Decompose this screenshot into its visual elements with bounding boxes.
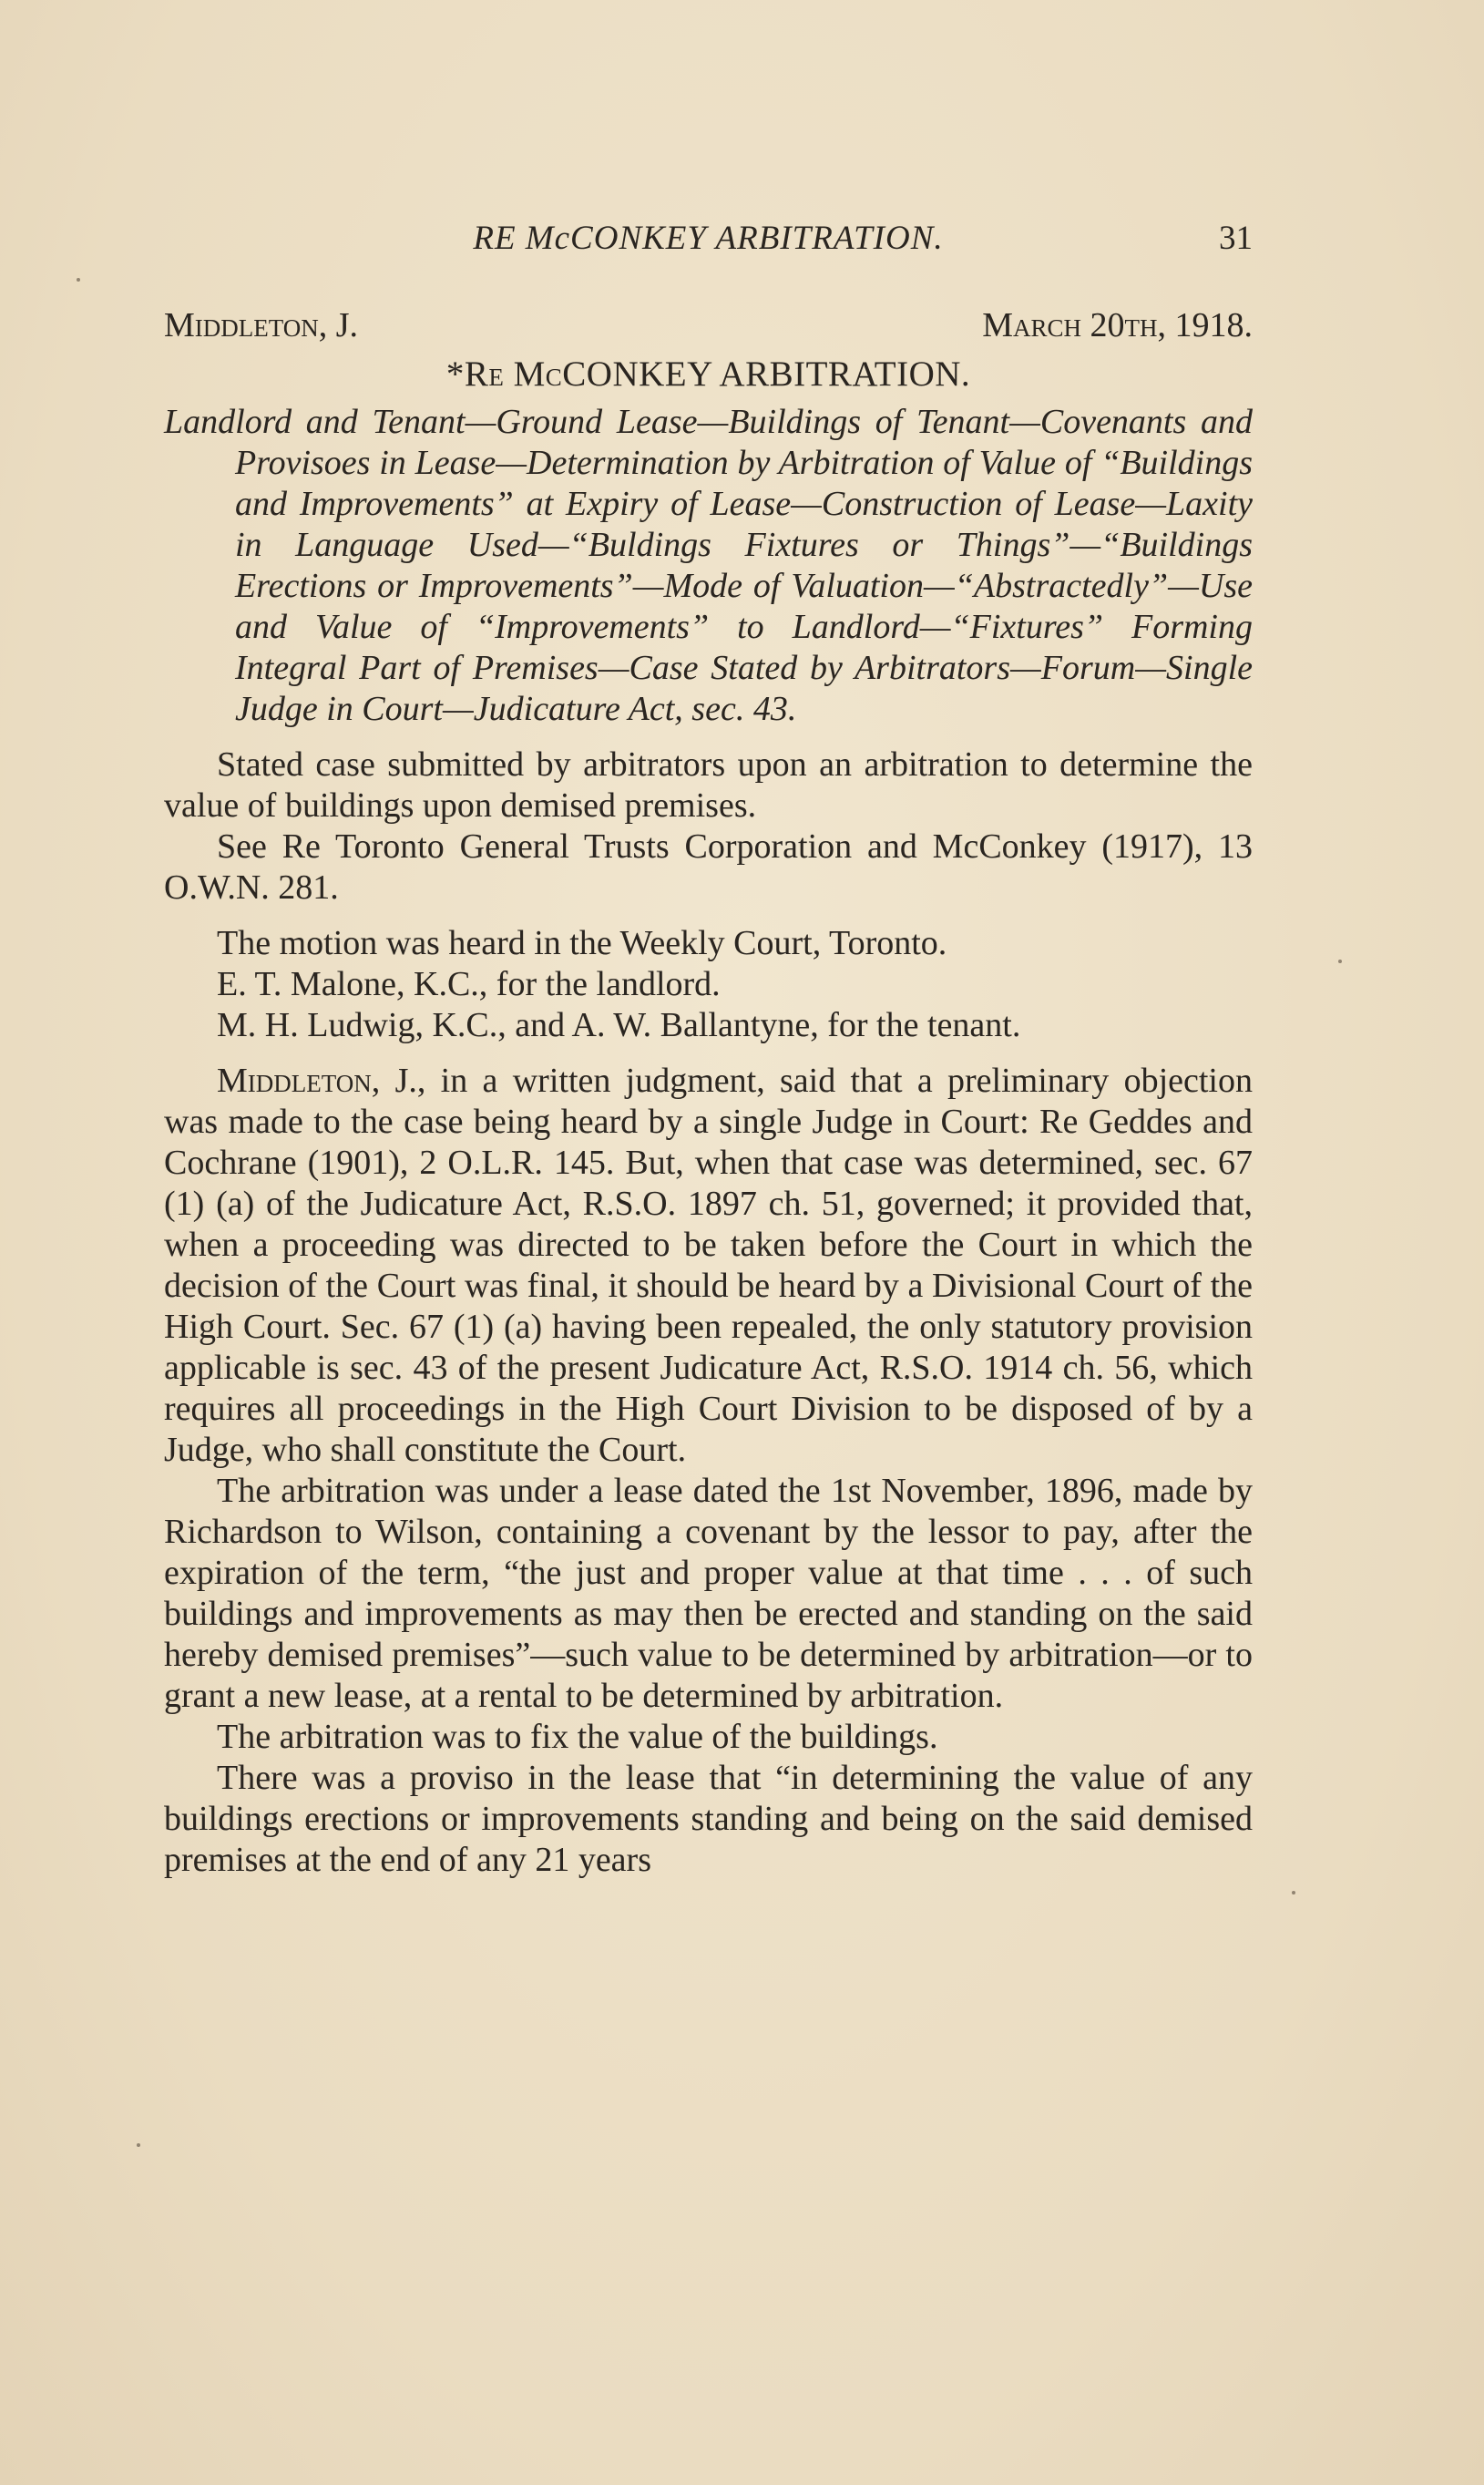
paper-speck xyxy=(1292,1891,1295,1895)
paper-speck xyxy=(1338,960,1342,963)
paragraph-judgment xyxy=(164,1061,1253,1471)
page-number: 31 xyxy=(1219,220,1253,257)
paragraph-proviso: There was a proviso in the lease that “in determining the value of any buildings erections or improvements standing and being on the said demised premises at the end of any 21 years xyxy=(164,1759,1253,1879)
paragraph-counsel-landlord: E. T. Malone, K.C., for the landlord. xyxy=(217,965,721,1003)
paper-speck xyxy=(77,278,80,282)
page-header xyxy=(164,219,1253,264)
paragraph-motion-heard: The motion was heard in the Weekly Court, Toronto. xyxy=(217,924,947,962)
headnote: Landlord and Tenant—Ground Lease—Buildings of Tenant—Covenants and Provisoes in Lease—Determination by Arbitration of Value of “Buildings and Improvements” at Expiry of Lease—Construction of Lease—Laxity in Language Used—“Buldings Fixtures or Things”—“Buildings Erections or Improvements”—Mode of Valuation—“Abstractedly”—Use and Value of “Improvements” to Landlord—“Fixtures” Forming Integral Part of Premises—Case Stated by Arbitrators—Forum—Single Judge in Court—Judicature Act, sec. 43. xyxy=(164,403,1253,728)
paragraph-counsel-tenant: M. H. Ludwig, K.C., and A. W. Ballantyne, for the tenant. xyxy=(217,1006,1021,1044)
judgment-lead: Middleton, J. xyxy=(217,1062,417,1100)
page-body xyxy=(164,305,1253,1881)
running-title: RE McCONKEY ARBITRATION. xyxy=(473,220,944,257)
paragraph-lease: The arbitration was under a lease dated the 1st November, 1896, made by Richardson to Wilson, containing a covenant by the lessor to pay, after the expiration of the term, “the just and proper value at that time . . . of such buildings and improvements as may then be erected and standing on the said hereby demised premises”—such value to be determined by arbitration—or to grant a new lease, at a rental to be determined by arbitration. xyxy=(164,1472,1253,1715)
paragraph-arbitration: The arbitration was to fix the value of the buildings. xyxy=(217,1718,938,1756)
case-title: *Re McCONKEY ARBITRATION. xyxy=(445,354,971,394)
judge-name: Middleton, J. xyxy=(164,306,359,344)
paragraph-stated-case: Stated case submitted by arbitrators upon an arbitration to determine the value of buildings upon demised premises. xyxy=(164,745,1253,825)
paragraph-see-reference: See Re Toronto General Trusts Corporation and McConkey (1917), 13 O.W.N. 281. xyxy=(164,827,1253,907)
judgment-text: , in a written judgment, said that a preliminary objection was made to the case being heard by a single Judge in Court: Re Geddes and Cochrane (1901), 2 O.L.R. 145. But, when that case was determined, sec. 67 (1) (a) of the Judicature Act, R.S.O. 1897 ch. 51, governed; it provided that, when a proceeding was directed to be taken before the Court in which the decision of the Court was final, it should be heard by a Divisional Court of the High Court. Sec. 67 (1) (a) having been repealed, the only statutory provision applicable is sec. 43 of the present Judicature Act, R.S.O. 1914 ch. 56, which requires all proceedings in the High Court Division to be disposed of by a Judge, who shall constitute the Court. xyxy=(164,1062,1253,1469)
judgment-date: March 20th, 1918. xyxy=(982,306,1253,344)
paper-speck xyxy=(137,2143,140,2147)
judge-date-line xyxy=(164,305,1253,346)
